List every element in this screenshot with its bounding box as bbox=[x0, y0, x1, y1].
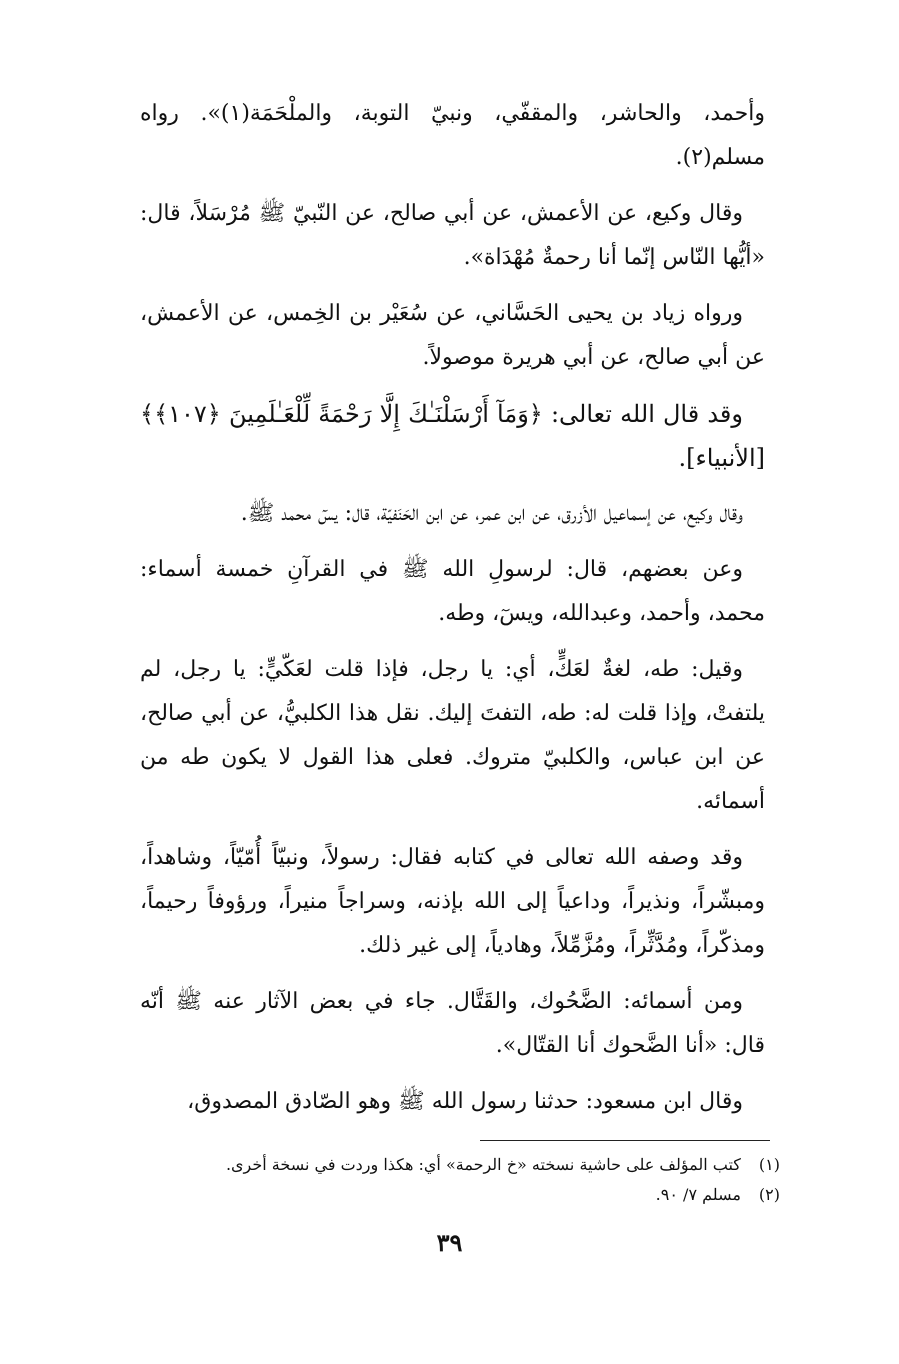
paragraph-10: وقال ابن مسعود: حدثنا رسول الله ﷺ وهو الصّادق المصدوق، bbox=[187, 1089, 743, 1114]
paragraph-9: ومن أسمائه: الضَّحُوك، والقَتَّال. جاء في بعض الآثار عنه ﷺ أنّه قال: «أنا الضَّحوك أنا القتّال». bbox=[140, 989, 765, 1058]
footnote-text: مسلم ٧/ ٩٠. bbox=[655, 1185, 741, 1204]
footnotes bbox=[160, 1150, 780, 1210]
paragraph-1: وأحمد، والحاشر، والمقفّي، ونبيّ التوبة، والملْحَمَة(١)». رواه مسلم(٢). bbox=[140, 101, 765, 170]
page-number: ٣٩ bbox=[436, 1228, 463, 1257]
footnote-2 bbox=[160, 1180, 780, 1210]
paragraph-6: وعن بعضهم، قال: لرسولِ الله ﷺ في القرآنِ خمسة أسماء: محمد، وأحمد، وعبدالله، ويسٓ، وطه. bbox=[140, 557, 765, 626]
main-text bbox=[140, 92, 765, 1136]
footnote-number: (٢) bbox=[758, 1185, 780, 1204]
paragraph-7: وقيل: طه، لغةٌ لعَكٍّ، أي: يا رجل، فإذا قلت لعَكّيٍّ: يا رجل، لم يلتفتْ، وإذا قلت له: طه، التفتَ إليك. نقل هذا الكلبيُّ، عن أبي صالح، عن ابن عباس، والكلبيّ متروك. فعلى هذا القول لا يكون طه من أسمائه. bbox=[140, 657, 765, 814]
paragraph-4-quran-verse: وقد قال الله تعالى: ﴿وَمَآ أَرْسَلْنَـٰكَ إِلَّا رَحْمَةً لِّلْعَـٰلَمِينَ ﴿١٠٧﴾﴾ [الأنبياء]. bbox=[140, 400, 765, 472]
paragraph-5: وقال وكيع، عن إسماعيل الأزرق، عن ابن عمر، عن ابن الحَنَفيّة، قال: يسٓ محمد ﷺ. bbox=[240, 501, 743, 526]
paragraph-3: ورواه زياد بن يحيى الحَسَّاني، عن سُعَيْر بن الخِمس، عن الأعمش، عن أبي صالح، عن أبي هريرة موصولاً. bbox=[140, 301, 765, 370]
footnote-1 bbox=[160, 1150, 780, 1180]
paragraph-8: وقد وصفه الله تعالى في كتابه فقال: رسولاً، ونبيّاً أُمّيّاً، وشاهداً، ومبشّراً، ونذيراً، وداعياً إلى الله بإذنه، وسراجاً منيراً، ورؤوفاً رحيماً، ومذكّراً، ومُدَّثِّراً، ومُزَّمِّلاً، وهادياً، إلى غير ذلك. bbox=[140, 845, 766, 958]
footnote-text: كتب المؤلف على حاشية نسخته «خ الرحمة» أي: هكذا وردت في نسخة أخرى. bbox=[225, 1155, 741, 1174]
paragraph-2: وقال وكيع، عن الأعمش، عن أبي صالح، عن النّبيّ ﷺ مُرْسَلاً، قال: «أيُّها النّاس إنّما أنا رحمةٌ مُهْدَاة». bbox=[140, 201, 765, 270]
footnote-number: (١) bbox=[758, 1155, 780, 1174]
footnote-divider bbox=[480, 1140, 770, 1141]
